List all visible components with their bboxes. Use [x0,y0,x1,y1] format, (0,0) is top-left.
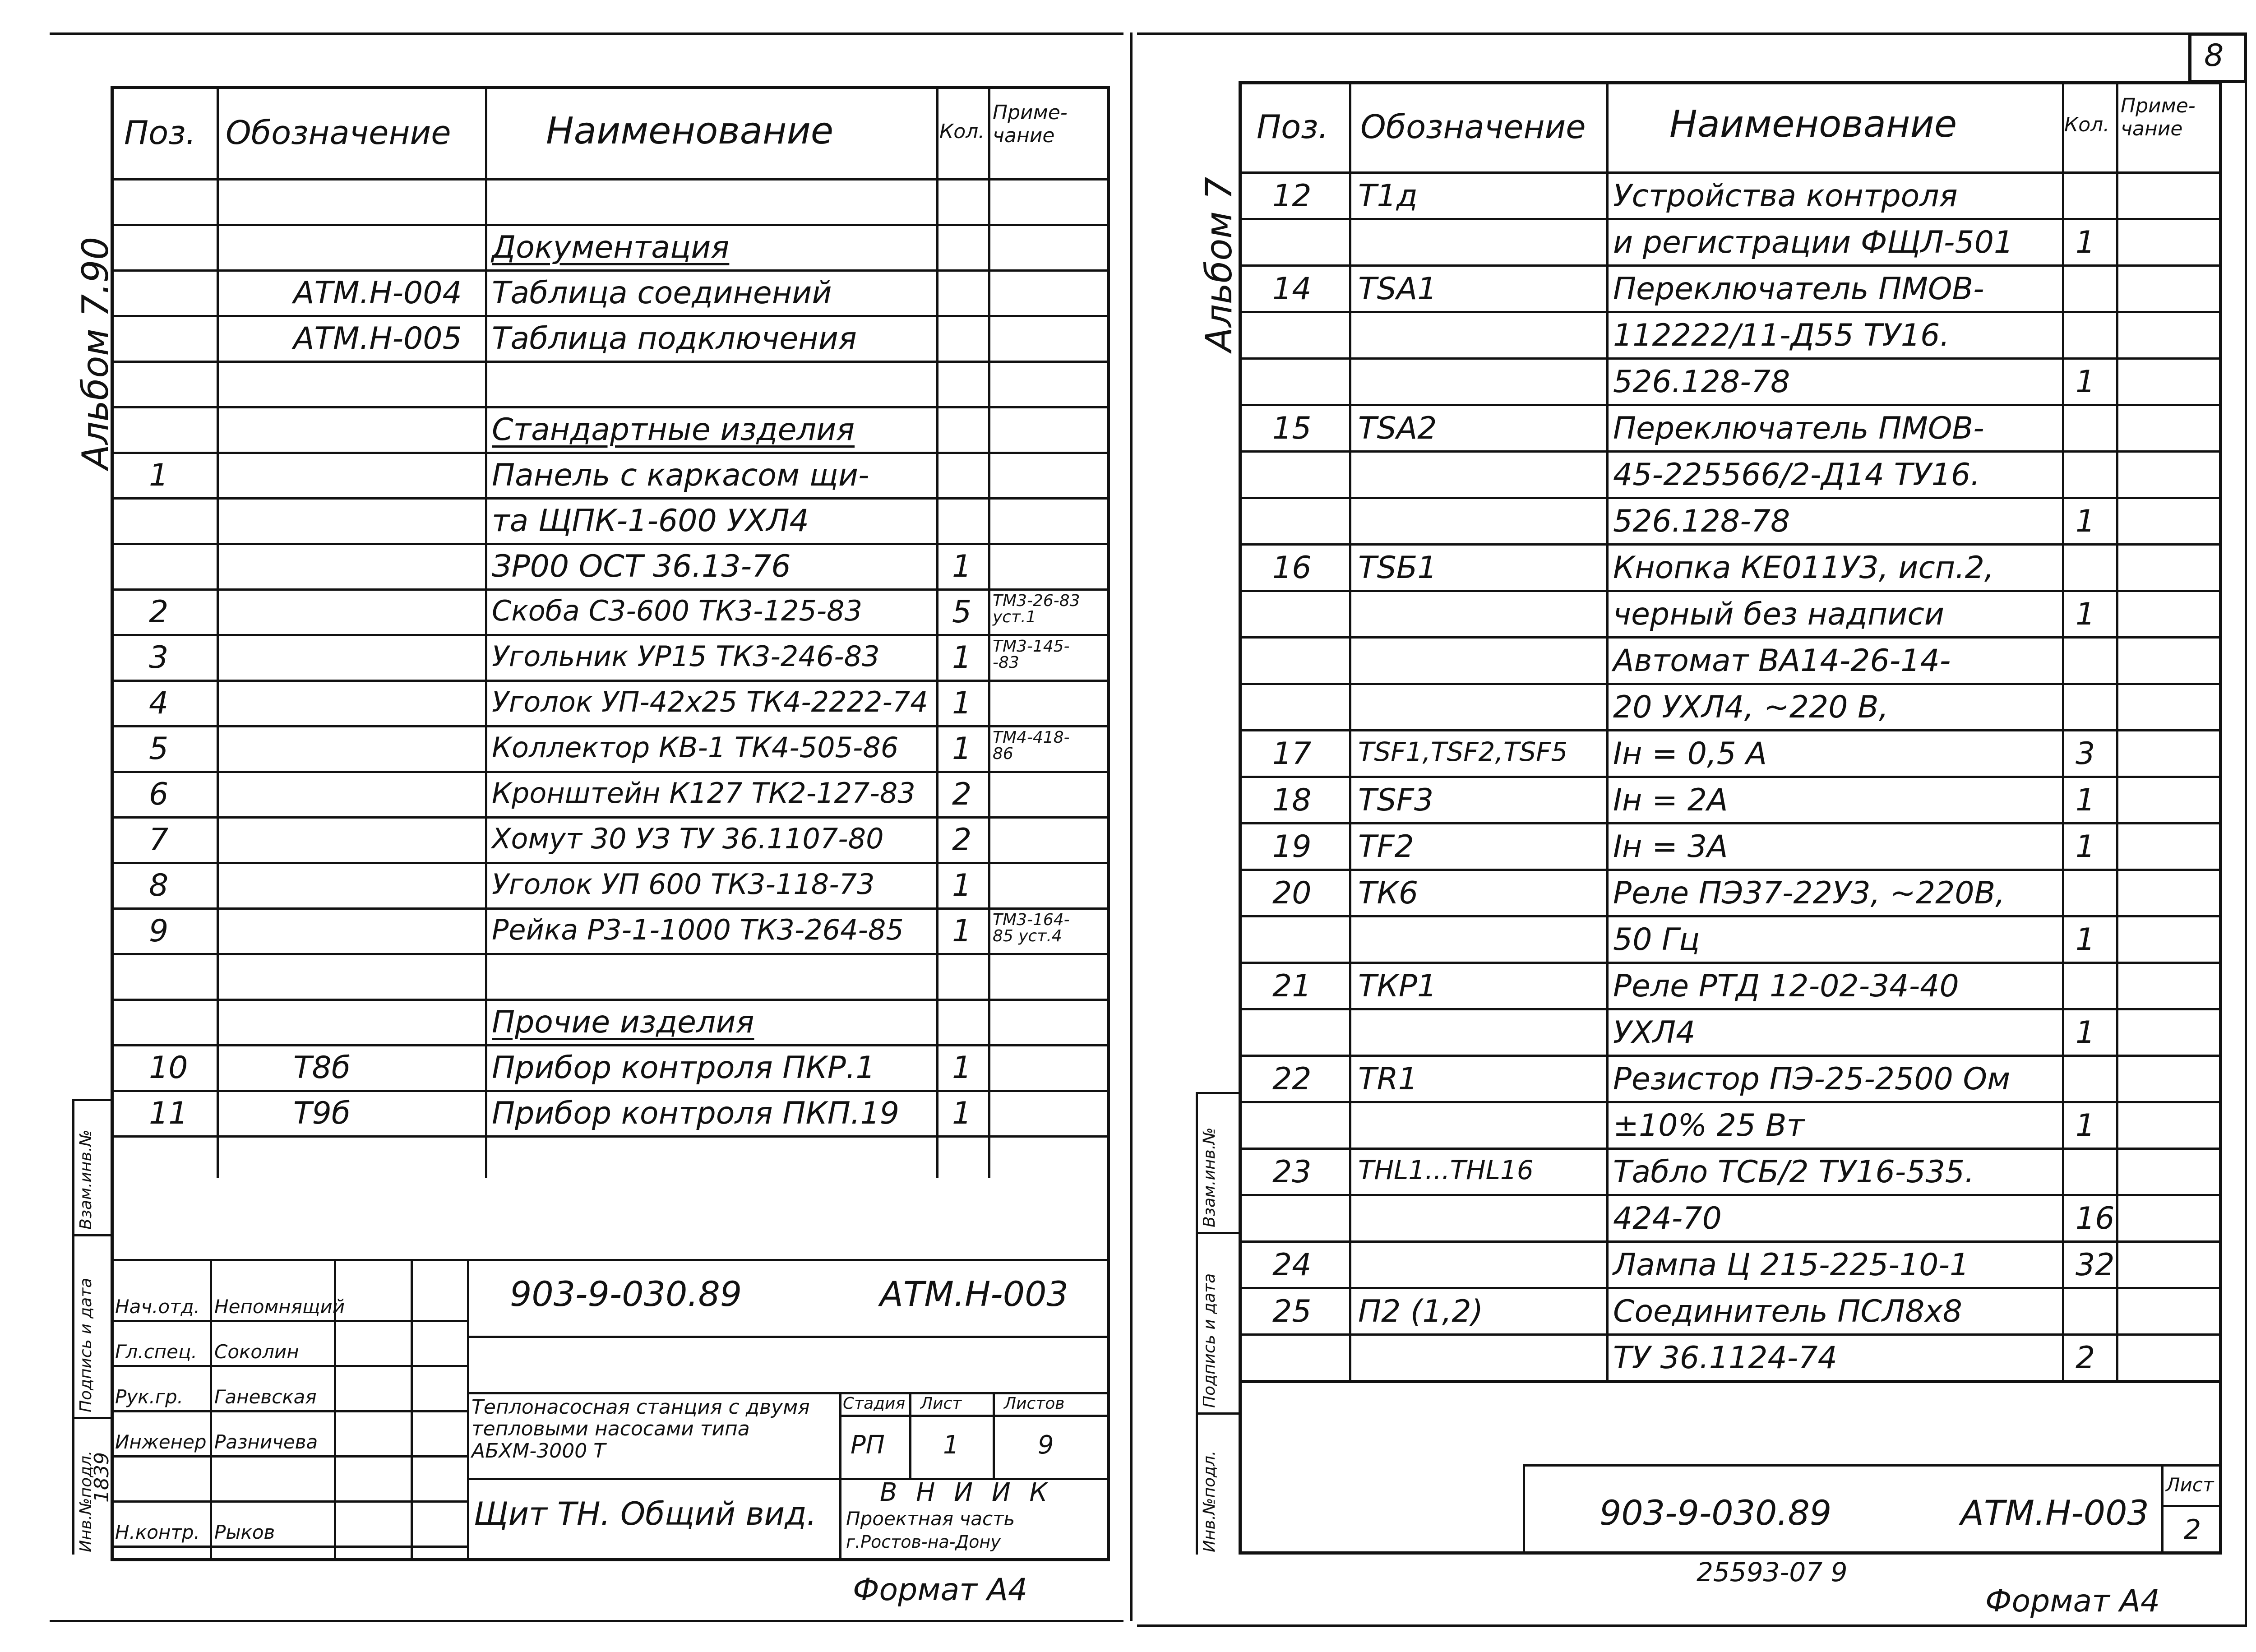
spec-row-name: Переключатель ПМОВ- [1613,411,1984,446]
spec-row-qty: 1 [2076,597,2095,632]
spec-row-designation: АТМ.Н-004 [293,275,462,311]
spec-row-name: 45-225566/2-Д14 ТУ16. [1613,457,1980,493]
left-title-doc: АТМ.Н-003 [880,1274,1068,1314]
right-side-label-inventory: Инв.№подл. [1200,1450,1219,1552]
spec-row-name: Табло ТСБ/2 ТУ16-535. [1613,1154,1974,1190]
right-side-label-signature: Подпись и дата [1200,1273,1219,1408]
spec-row-name: Рейка Р3-1-1000 ТК3-264-85 [492,913,904,946]
spec-row-name: Кронштейн К127 ТК2-127-83 [492,777,915,810]
left-title-sheet-header: Лист [920,1394,962,1413]
left-side-label-replace: Взам.инв.№ [77,1129,95,1230]
right-bottom-code: 25593-07 9 [1697,1557,1848,1587]
spec-row-note: ТМ3-26-83 уст.1 [993,592,1080,626]
spec-row-qty: 32 [2076,1247,2115,1283]
spec-row-pos: 5 [149,731,169,767]
spec-row-note: ТМ3-164-85 уст.4 [993,911,1070,945]
spec-row-pos: 3 [149,640,169,676]
spec-row-qty: 2 [952,822,972,858]
right-title-code: 903-9-030.89 [1600,1493,1832,1533]
spec-row-name: Кнопка КЕ011У3, исп.2, [1613,550,1994,586]
spec-row-designation: ТSБ1 [1358,550,1437,586]
spec-row-designation: Т8б [293,1050,351,1086]
spec-row-name: 526.128-78 [1613,364,1790,400]
spec-row-name: Угольник УР15 ТК3-246-83 [492,640,880,673]
spec-row-pos: 2 [149,594,169,630]
right-format-label: Формат А4 [1985,1583,2160,1619]
left-side-label-signature: Подпись и дата [77,1277,95,1412]
spec-row-qty: 2 [2076,1340,2095,1376]
spec-row-designation: ТSА1 [1358,271,1437,307]
title-person-name: Непомнящий [214,1296,345,1318]
spec-row-designation: ТНL1...ТНL16 [1358,1155,1534,1185]
spec-row-designation: АТМ.Н-005 [293,321,462,356]
spec-row-name: 50 Гц [1613,922,1700,958]
spec-row-name: 526.128-78 [1613,504,1790,539]
right-header-qty: Кол. [2064,113,2110,136]
spec-row-name: Реле ПЭ37-22У3, ~220В, [1613,875,2005,911]
spec-row-pos: 10 [149,1050,188,1086]
spec-row-name: ±10% 25 Вт [1613,1108,1805,1143]
spec-row-name: ЗР00 ОСТ 36.13-76 [492,549,791,584]
spec-row-pos: 15 [1272,411,1312,446]
right-title-sheet: 2 [2184,1514,2201,1546]
left-side-inventory-number: 1839 [90,1452,113,1503]
left-title-description: Теплонасосная станция с двумя тепловыми насосами типа АБХМ-3000 Т [472,1396,810,1462]
left-title-code: 903-9-030.89 [510,1274,742,1314]
spec-row-pos: 11 [149,1096,188,1131]
spec-row-pos: 4 [149,685,169,721]
spec-row-qty: 1 [2076,782,2095,818]
right-title-sheet-header: Лист [2166,1474,2214,1496]
spec-row-designation: ТК6 [1358,875,1419,911]
spec-row-name: Iн = 0,5 А [1613,736,1767,772]
spec-row-designation: Т9б [293,1096,351,1131]
left-title-org1: В Н И И К [880,1478,1053,1507]
spec-row-name: Уголок УП 600 ТК3-118-73 [492,868,875,901]
left-title-sheets-header: Листов [1004,1394,1065,1413]
spec-row-name: Переключатель ПМОВ- [1613,271,1984,307]
title-person-name: Разничева [214,1431,318,1453]
spec-row-name: Скоба С3-600 ТК3-125-83 [492,594,863,627]
spec-row-name: Таблица подключения [492,321,857,356]
spec-row-pos: 25 [1272,1294,1312,1329]
left-header-qty: Кол. [939,120,985,143]
spec-row-qty: 1 [2076,829,2095,865]
spec-row-name: черный без надписи [1613,597,1945,632]
spec-row-qty: 1 [2076,922,2095,958]
spec-row-designation: ТR1 [1358,1061,1418,1097]
left-side-label-inventory: Инв.№подл. [77,1450,95,1552]
spec-row-name: 20 УХЛ4, ~220 В, [1613,689,1889,725]
left-title-org2: Проектная часть [846,1508,1015,1530]
spec-row-pos: 23 [1272,1154,1312,1190]
title-person-name: Рыков [214,1521,275,1543]
spec-row-qty: 1 [2076,1015,2095,1050]
spec-row-qty: 1 [2076,504,2095,539]
right-header-name: Наименование [1669,103,1957,146]
right-header-pos: Поз. [1257,108,1329,146]
spec-row-name: Устройства контроля [1613,178,1958,214]
left-title-stage: РП [851,1430,885,1460]
spec-row-name: Уголок УП-42x25 ТК4-2222-74 [492,685,928,718]
left-header-designation: Обозначение [226,114,451,152]
spec-row-pos: 12 [1272,178,1312,214]
spec-row-name: Прочие изделия [492,1004,754,1040]
spec-row-name: Реле РТД 12-02-34-40 [1613,968,1959,1004]
left-title-sheet: 1 [943,1430,959,1460]
title-person-name: Ганевская [214,1386,317,1408]
title-person-role: Гл.спец. [115,1341,197,1363]
left-title-org3: г.Ростов-на-Дону [846,1532,1001,1552]
right-side-label-replace: Взам.инв.№ [1200,1127,1219,1227]
spec-row-name: Коллектор КВ-1 ТК4-505-86 [492,731,899,764]
spec-row-designation: ТF2 [1358,829,1414,865]
spec-row-name: Резистор ПЭ-25-2500 Ом [1613,1061,2011,1097]
spec-row-pos: 8 [149,868,169,903]
spec-row-name: УХЛ4 [1613,1015,1696,1050]
title-person-role: Н.контр. [115,1521,200,1543]
right-header-designation: Обозначение [1360,108,1586,146]
spec-row-qty: 5 [952,594,972,630]
spec-row-name: та ЩПК-1-600 УХЛ4 [492,503,809,539]
spec-row-name: Автомат ВА14-26-14- [1613,643,1951,679]
spec-row-pos: 17 [1272,736,1312,772]
title-person-role: Нач.отд. [115,1296,200,1318]
spec-row-name: Стандартные изделия [492,412,855,448]
page-separator [1130,32,1133,1621]
spec-row-pos: 18 [1272,782,1312,818]
spec-row-qty: 1 [2076,1108,2095,1143]
spec-row-name: Лампа Ц 215-225-10-1 [1613,1247,1969,1283]
sheet-number: 8 [2204,38,2224,74]
spec-row-pos: 24 [1272,1247,1312,1283]
spec-row-qty: 1 [952,1096,972,1131]
spec-row-pos: 9 [149,913,169,949]
spec-row-qty: 1 [952,868,972,903]
spec-row-name: Панель с каркасом щи- [492,458,869,493]
spec-row-name: Таблица соединений [492,275,832,311]
spec-row-note: ТМ3-145- -83 [993,637,1070,672]
title-person-name: Соколин [214,1341,299,1363]
spec-row-qty: 1 [952,913,972,949]
spec-row-name: Прибор контроля ПКР.1 [492,1050,875,1086]
spec-row-qty: 1 [952,685,972,721]
right-album-label: Альбом 7 [1198,177,1240,352]
spec-row-designation: ТSF3 [1358,782,1434,818]
left-format-label: Формат А4 [853,1572,1028,1608]
spec-row-name: Iн = 2А [1613,782,1728,818]
spec-row-name: ТУ 36.1124-74 [1613,1340,1837,1376]
spec-row-qty: 1 [952,1050,972,1086]
spec-row-qty: 1 [952,731,972,767]
spec-row-qty: 1 [2076,364,2095,400]
spec-row-designation: Т1д [1358,178,1418,214]
spec-row-designation: ТSА2 [1358,411,1437,446]
spec-row-pos: 21 [1272,968,1312,1004]
title-person-role: Инженер [115,1431,207,1453]
spec-row-name: Iн = 3А [1613,829,1728,865]
left-title-stage-header: Стадия [843,1394,906,1413]
spec-row-name: Прибор контроля ПКП.19 [492,1096,899,1131]
spec-row-pos: 14 [1272,271,1312,307]
spec-row-name: и регистрации ФЩЛ-501 [1613,225,2014,260]
spec-row-note: ТМ4-418- 86 [993,728,1070,763]
left-title-drawing-name: Щит ТН. Общий вид. [474,1495,817,1532]
spec-row-qty: 1 [952,549,972,584]
spec-row-qty: 1 [2076,225,2095,260]
spec-row-name: 424-70 [1613,1201,1722,1236]
title-person-role: Рук.гр. [115,1386,183,1408]
spec-row-qty: 3 [2076,736,2095,772]
spec-row-designation: ТКР1 [1358,968,1437,1004]
left-header-pos: Поз. [124,114,196,152]
left-header-note: Приме- чание [993,101,1068,147]
left-header-name: Наименование [546,110,834,153]
spec-row-pos: 7 [149,822,169,858]
spec-row-pos: 16 [1272,550,1312,586]
spec-row-qty: 2 [952,777,972,812]
spec-row-qty: 1 [952,640,972,676]
spec-row-pos: 20 [1272,875,1312,911]
spec-row-designation: П2 (1,2) [1358,1294,1484,1329]
spec-row-name: 112222/11-Д55 ТУ16. [1613,318,1950,353]
spec-row-pos: 22 [1272,1061,1312,1097]
spec-row-name: Соединитель ПСЛ8x8 [1613,1294,1962,1329]
spec-row-name: Хомут 30 УЗ ТУ 36.1107-80 [492,822,884,855]
spec-row-qty: 16 [2076,1201,2115,1236]
spec-row-name: Документация [492,230,730,265]
spec-row-pos: 6 [149,777,169,812]
spec-row-pos: 1 [149,458,169,493]
left-title-sheets: 9 [1038,1430,1054,1460]
left-album-label: Альбом 7.90 [74,236,116,469]
spec-row-designation: ТSF1,ТSF2,ТSF5 [1358,736,1568,767]
right-title-doc: АТМ.Н-003 [1960,1493,2149,1533]
spec-row-pos: 19 [1272,829,1312,865]
right-header-note: Приме- чание [2121,94,2196,140]
